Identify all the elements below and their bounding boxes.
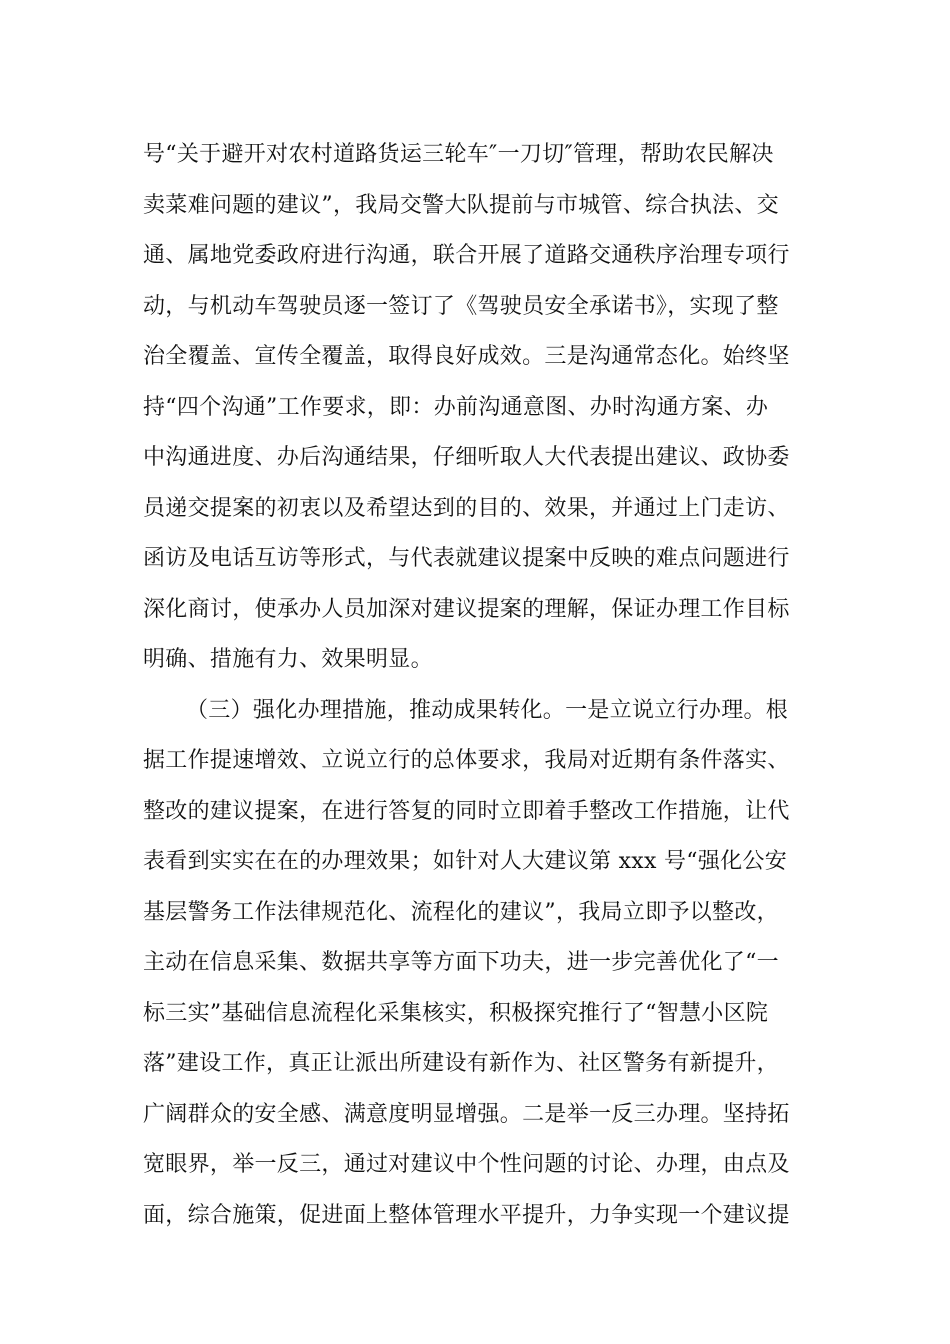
text-line: 主动在信息采集、数据共享等方面下功夫，进一步完善优化了“一 — [143, 950, 779, 975]
text-line: 广阔群众的安全感、满意度明显增强。二是举一反三办理。坚持拓 — [143, 1101, 790, 1127]
text-line: 员递交提案的初衷以及希望达到的目的、效果，并通过上门走访、 — [143, 495, 790, 521]
text-line: 动，与机动车驾驶员逐一签订了《驾驶员安全承诺书》，实现了整 — [143, 293, 779, 319]
text-line: 函访及电话互访等形式，与代表就建议提案中反映的难点问题进行 — [143, 546, 790, 571]
text-line: 治全覆盖、宣传全覆盖，取得良好成效。三是沟通常态化。始终坚 — [143, 344, 790, 369]
text-line: 表看到实实在在的办理效果；如针对人大建议第 xxx 号“强化公安 — [143, 849, 788, 874]
text-line: 宽眼界，举一反三，通过对建议中个性问题的讨论、办理，由点及 — [143, 1152, 790, 1177]
text-line: 中沟通进度、办后沟通结果，仔细听取人大代表提出建议、政协委 — [143, 445, 790, 470]
text-line: 深化商讨，使承办人员加深对建议提案的理解，保证办理工作目标 — [143, 596, 790, 622]
text-line: 基层警务工作法律规范化、流程化的建议”，我局立即予以整改， — [143, 899, 779, 925]
text-line: 号“关于避开对农村道路货运三轮车″一刀切″管理，帮助农民解决 — [143, 142, 774, 167]
text-line: 卖菜难问题的建议”，我局交警大队提前与市城管、综合执法、交 — [143, 192, 779, 218]
text-line: 据工作提速增效、立说立行的总体要求，我局对近期有条件落实、 — [143, 748, 790, 773]
document-body — [143, 130, 813, 1241]
text-line: （三）强化办理措施，推动成果转化。一是立说立行办理。根 — [186, 697, 789, 723]
text-line: 明确、措施有力、效果明显。 — [143, 647, 433, 672]
text-line: 整改的建议提案，在进行答复的同时立即着手整改工作措施，让代 — [143, 798, 790, 824]
text-line: 持“四个沟通”工作要求，即：办前沟通意图、办时沟通方案、办 — [143, 394, 769, 420]
text-line: 面，综合施策，促进面上整体管理水平提升，力争实现一个建议提 — [143, 1202, 790, 1228]
text-line: 标三实”基础信息流程化采集核实，积极探究推行了“智慧小区院 — [143, 1000, 769, 1026]
text-line: 通、属地党委政府进行沟通，联合开展了道路交通秩序治理专项行 — [143, 243, 790, 268]
text-line: 落”建设工作，真正让派出所建设有新作为、社区警务有新提升， — [143, 1051, 779, 1076]
